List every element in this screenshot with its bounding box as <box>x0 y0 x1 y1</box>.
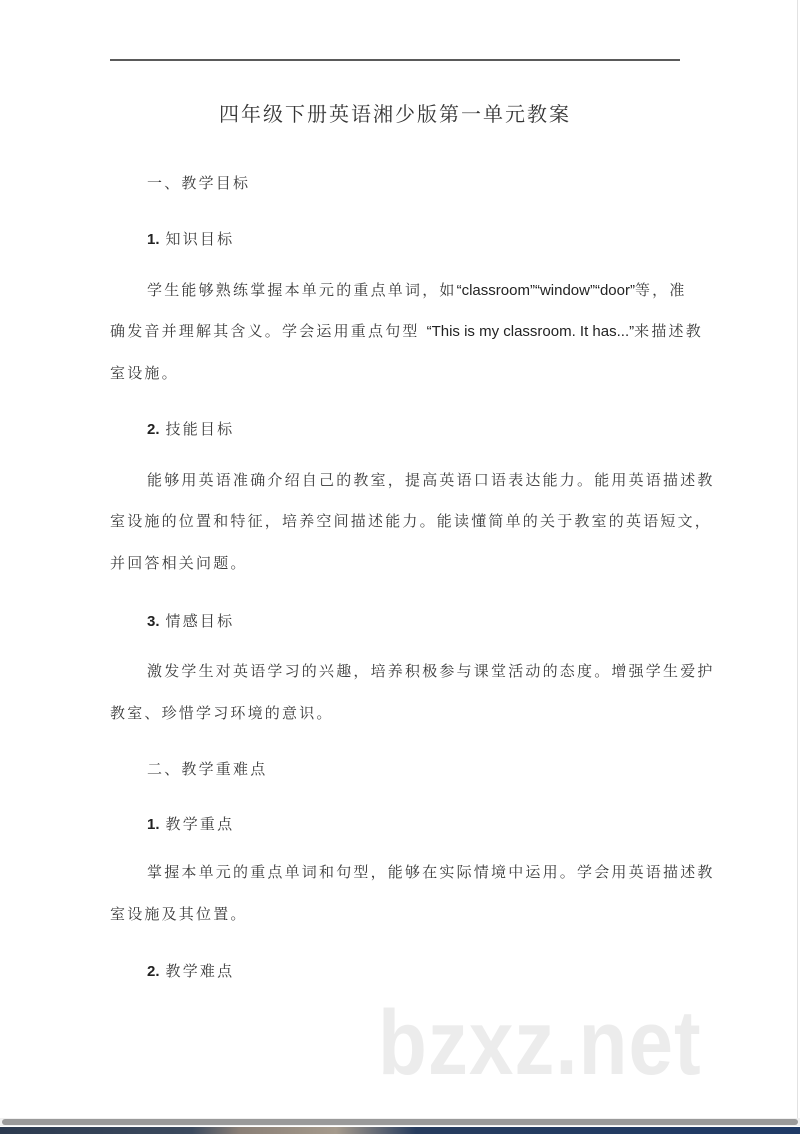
paragraph-line: 激发学生对英语学习的兴趣，培养积极参与课堂活动的态度。增强学生爱护 <box>147 662 715 680</box>
text-run: 等，准 <box>634 281 687 299</box>
header-rule <box>110 59 680 61</box>
paragraph-line: 教室、珍惜学习环境的意识。 <box>110 704 334 722</box>
list-number: 1. <box>147 231 160 248</box>
scrollbar-thumb[interactable] <box>2 1119 798 1125</box>
desktop-background-strip <box>0 1127 800 1134</box>
subheading-knowledge-objectives <box>147 228 234 249</box>
paragraph-line: 能够用英语准确介绍自己的教室，提高英语口语表达能力。能用英语描述教 <box>147 471 715 489</box>
paragraph-line <box>110 320 703 341</box>
list-number: 2. <box>147 421 160 438</box>
subheading-text: 技能目标 <box>165 420 235 438</box>
english-words: “classroom”“window”“door” <box>456 282 635 299</box>
text-run: 学生能够熟练掌握本单元的重点单词，如 <box>147 281 457 299</box>
subheading-text: 知识目标 <box>165 230 235 248</box>
paragraph-line: 室设施。 <box>110 364 179 382</box>
horizontal-scrollbar[interactable] <box>0 1118 800 1126</box>
text-run: 来描述教 <box>634 322 703 340</box>
subheading-text: 教学难点 <box>165 962 235 980</box>
paragraph-line <box>147 279 687 300</box>
document-title: 四年级下册英语湘少版第一单元教案 <box>219 102 571 126</box>
list-number: 3. <box>147 613 160 630</box>
english-sentence: “This is my classroom. It has...” <box>426 323 635 340</box>
paragraph-line: 室设施及其位置。 <box>110 905 248 923</box>
subheading-teaching-difficulty <box>147 960 234 981</box>
list-number: 1. <box>147 816 160 833</box>
subheading-teaching-focus <box>147 813 234 834</box>
subheading-text: 情感目标 <box>165 612 235 630</box>
subheading-emotional-objectives <box>147 610 234 631</box>
watermark-text: bzxz.net <box>378 991 702 1094</box>
list-number: 2. <box>147 963 160 980</box>
paragraph-line: 掌握本单元的重点单词和句型，能够在实际情境中运用。学会用英语描述教 <box>147 863 715 881</box>
subheading-skill-objectives <box>147 418 234 439</box>
section-heading-key-difficult-points: 二、教学重难点 <box>147 760 268 778</box>
paragraph-line: 并回答相关问题。 <box>110 554 248 572</box>
paragraph-line: 室设施的位置和特征，培养空间描述能力。能读懂简单的关于教室的英语短文， <box>110 512 713 530</box>
subheading-text: 教学重点 <box>165 815 235 833</box>
text-run: 确发音并理解其含义。学会运用重点句型 <box>110 322 427 340</box>
section-heading-teaching-objectives: 一、教学目标 <box>147 174 251 192</box>
